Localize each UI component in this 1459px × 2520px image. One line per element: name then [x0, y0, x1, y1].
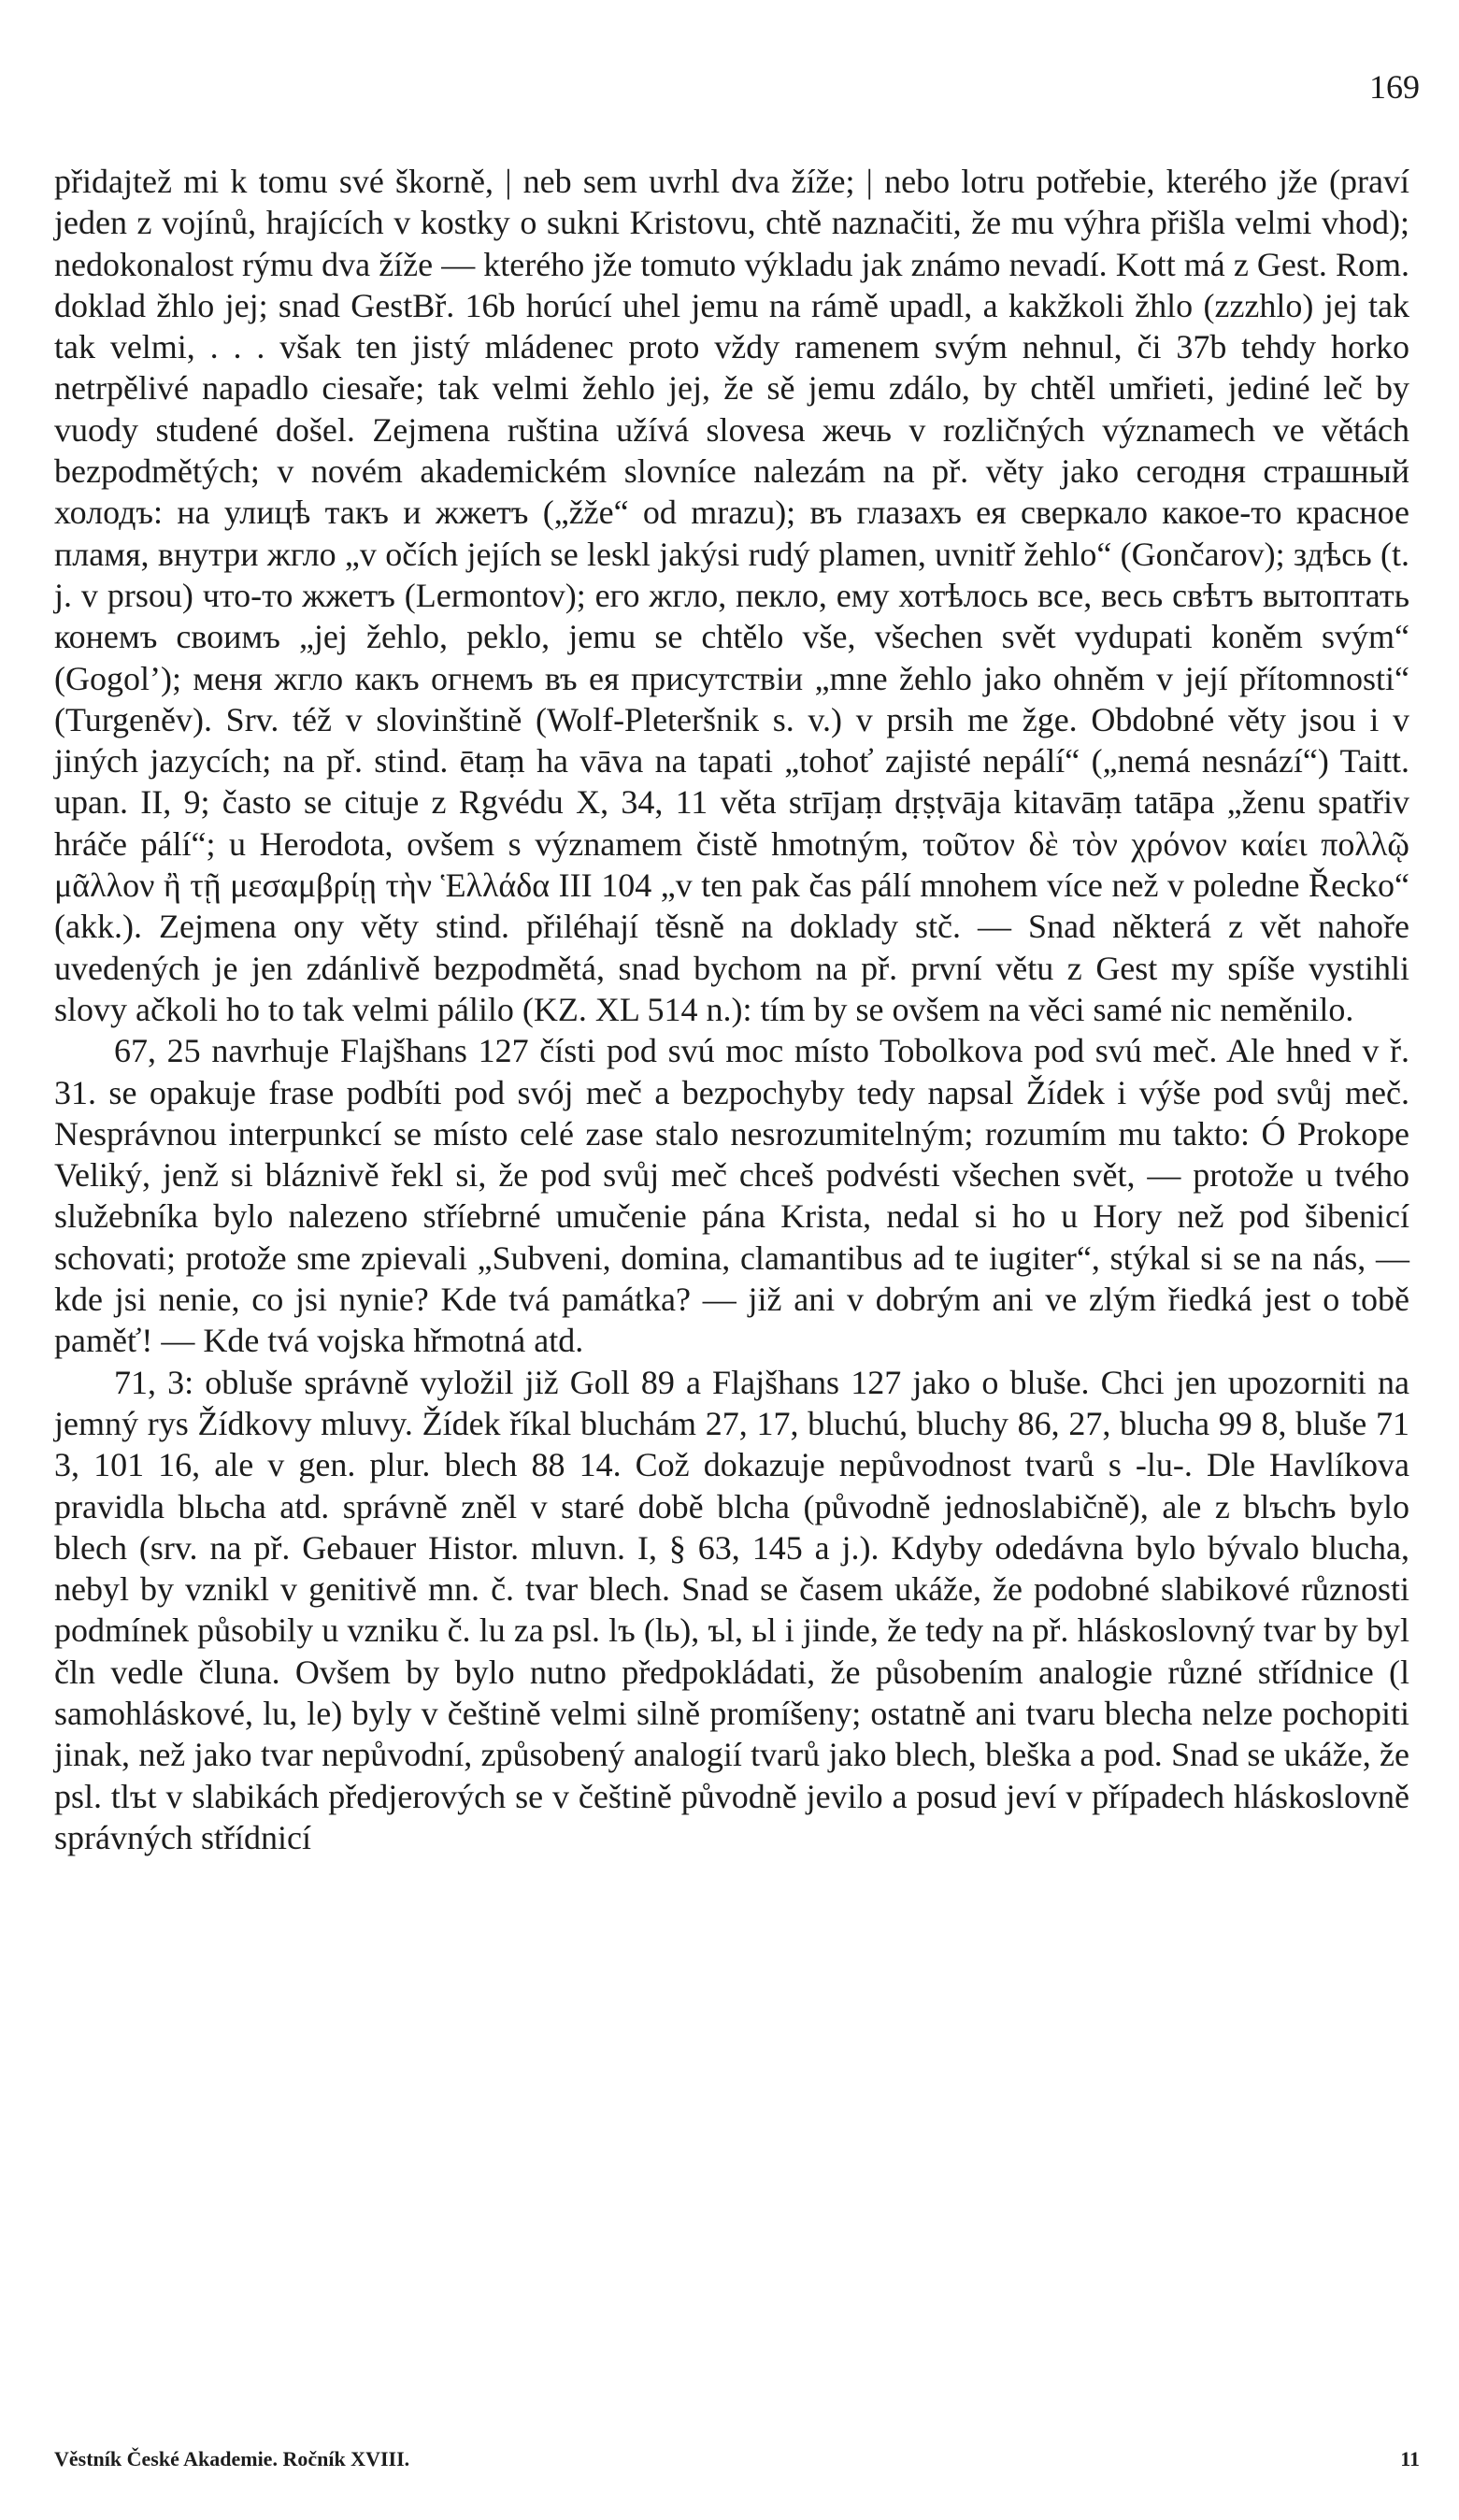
paragraph-intro: přidajtež mi k tomu své škorně, | neb sem uvrhl dva žíže; | nebo lotru potřebie, kterého jže (praví jeden z vojínů, hrajících v kostky o sukni Kristovu, chtě naznačiti, že mu výhra přišla velmi vhod); nedokonalost rýmu dva žíže — kterého jže tomuto výkladu jak známo nevadí. Kott má z Gest. Rom. doklad žhlo jej; snad GestBř. 16b horúcí uhel jemu na rámě upadl, a kakžkoli žhlo (zzzhlo) jej tak tak velmi, . . . však ten jistý mládenec proto vždy ramenem svým nehnul, či 37b tehdy horko netrpělivé napadlo ciesaře; tak velmi žehlo jej, že sě jemu zdálo, by chtěl umřieti, jediné leč by vuody studené došel. Zejmena ruština užívá slovesa жечь v rozličných významech ve větách bezpodmětých; v novém akademickém slovníce nalezám na př. věty jako сегодня страшный холодъ: на улицѣ такъ и жжетъ („žže“ od mrazu); въ глазахъ ея сверкало какое-то красное пламя, внутри жгло „v očích jejích se leskl jakýsi rudý plamen, uvnitř žehlo“ (Gončarov); здѣсь (t. j. v prsou) что-то жжетъ (Lermontov); его жгло, пекло, ему хотѣлось все, весь свѣтъ вытоптать конемъ своимъ „jej žehlo, peklo, jemu se chtělo vše, všechen svět vydupati koněm svým“ (Gogol’); меня жгло какъ огнемъ въ ея присутствіи „mne žehlo jako ohněm v její přítomnosti“ (Turgeněv). Srv. též v slovinštině (Wolf-Pleteršnik s. v.) v prsih me žge. Obdobné věty jsou i v jiných jazycích; na př. stind. ētaṃ ha vāva na tapati „tohoť zajisté nepálí“ („nemá nesnází“) Taitt. upan. II, 9; často se cituje z Rgvédu X, 34, 11 věta strījaṃ dṛṣṭvāja kitavāṃ tatāpa „ženu spatřiv hráče pálí“; u Herodota, ovšem s významem čistě hmotným, τοῦτον δὲ τὸν χρόνον καίει πολλῷ μᾶλλον ἢ τῇ μεσαμβρίῃ τὴν Ἑλλάδα III 104 „v ten pak čas pálí mnohem více než v poledne Řecko“ (akk.). Zejmena ony věty stind. přiléhají těsně na doklady stč. — Snad některá z vět nahoře uvedených je jen zdánlivě bezpodmětá, snad bychom na př. první větu z Gest my spíše vystihli slovy ačkoli ho to tak velmi pálilo (KZ. XL 514 n.): tím by se ovšem na věci samé nic neměnilo. — [54, 163, 1409, 1028]
page-number: 169 — [1369, 68, 1420, 106]
page-footer — [54, 2447, 1420, 2471]
paragraph-note-71: 71, 3: obluše správně vyložil již Goll 89 a Flajšhans 127 jako o bluše. Chci jen upozorniti na jemný rys Žídkovy mluvy. Žídek říkal bluchám 27, 17, bluchú, bluchy 86, 27, blucha 99 8, bluše 71 3, 101 16, ale v gen. plur. blech 88 14. Což dokazuje nepůvodnost tvarů s -lu-. Dle Havlíkova pravidla blьcha atd. správně zněl v staré době blcha (původně jednoslabičně), ale z blъchъ bylo blech (srv. na př. Gebauer Histor. mluvn. I, § 63, 145 a j.). Kdyby odedávna bylo bývalo blucha, nebyl by vznikl v genitivě mn. č. tvar blech. Snad se časem ukáže, že podobné slabikové různosti podmínek působily u vzniku č. lu za psl. lъ (lь), ъl, ьl i jinde, že tedy na př. hláskoslovný tvar by byl čln vedle člunа. Ovšem by bylo nutno předpokládati, že působením analogie různé střídnice (l samohláskové, lu, le) byly v češtině velmi silně promíšeny; ostatně ani tvaru blecha nelze pochopiti jinak, než jako tvar nepůvodní, způsobený analogií tvarů jako blech, bleška a pod. Snad se ukáže, že psl. tlъt v slabikách předjerových se v češtině původně jevilo a posud jeví v případech hláskoslovně správných střídnicí — [54, 1363, 1409, 1856]
paragraph-note-67: 67, 25 navrhuje Flajšhans 127 čísti pod svú moc místo Tobolkova pod svú meč. Ale hned v ř. 31. se opakuje frase podbíti pod svój meč a bezpochyby tedy napsal Žídek i výše pod svůj meč. Nesprávnou interpunkcí se místo celé zase stalo nesrozumitelným; rozumím mu takto: Ó Prokope Veliký, jenž si bláznivě řekl si, že pod svůj meč chceš podvésti všechen svět, — protože u tvého služebníka bylo nalezeno stříebrné umučenie pána Krista, nedal si ho u Hory než pod šibenicí schovati; protože sme zpievali „Subveni, domina, clamantibus ad te iugiter“, stýkal si se na nás, — kde jsi nenie, co jsi nynie? Kde tvá památka? — již ani v dobrým ani ve zlým řiedká jest o tobě paměť! — Kde tvá vojska hřmotná atd. — [54, 1032, 1409, 1360]
journal-title: Věstník České Akademie. Ročník XVIII. — [54, 2447, 410, 2470]
body-text — [54, 161, 1409, 1858]
signature-mark: 11 — [1400, 2447, 1420, 2470]
